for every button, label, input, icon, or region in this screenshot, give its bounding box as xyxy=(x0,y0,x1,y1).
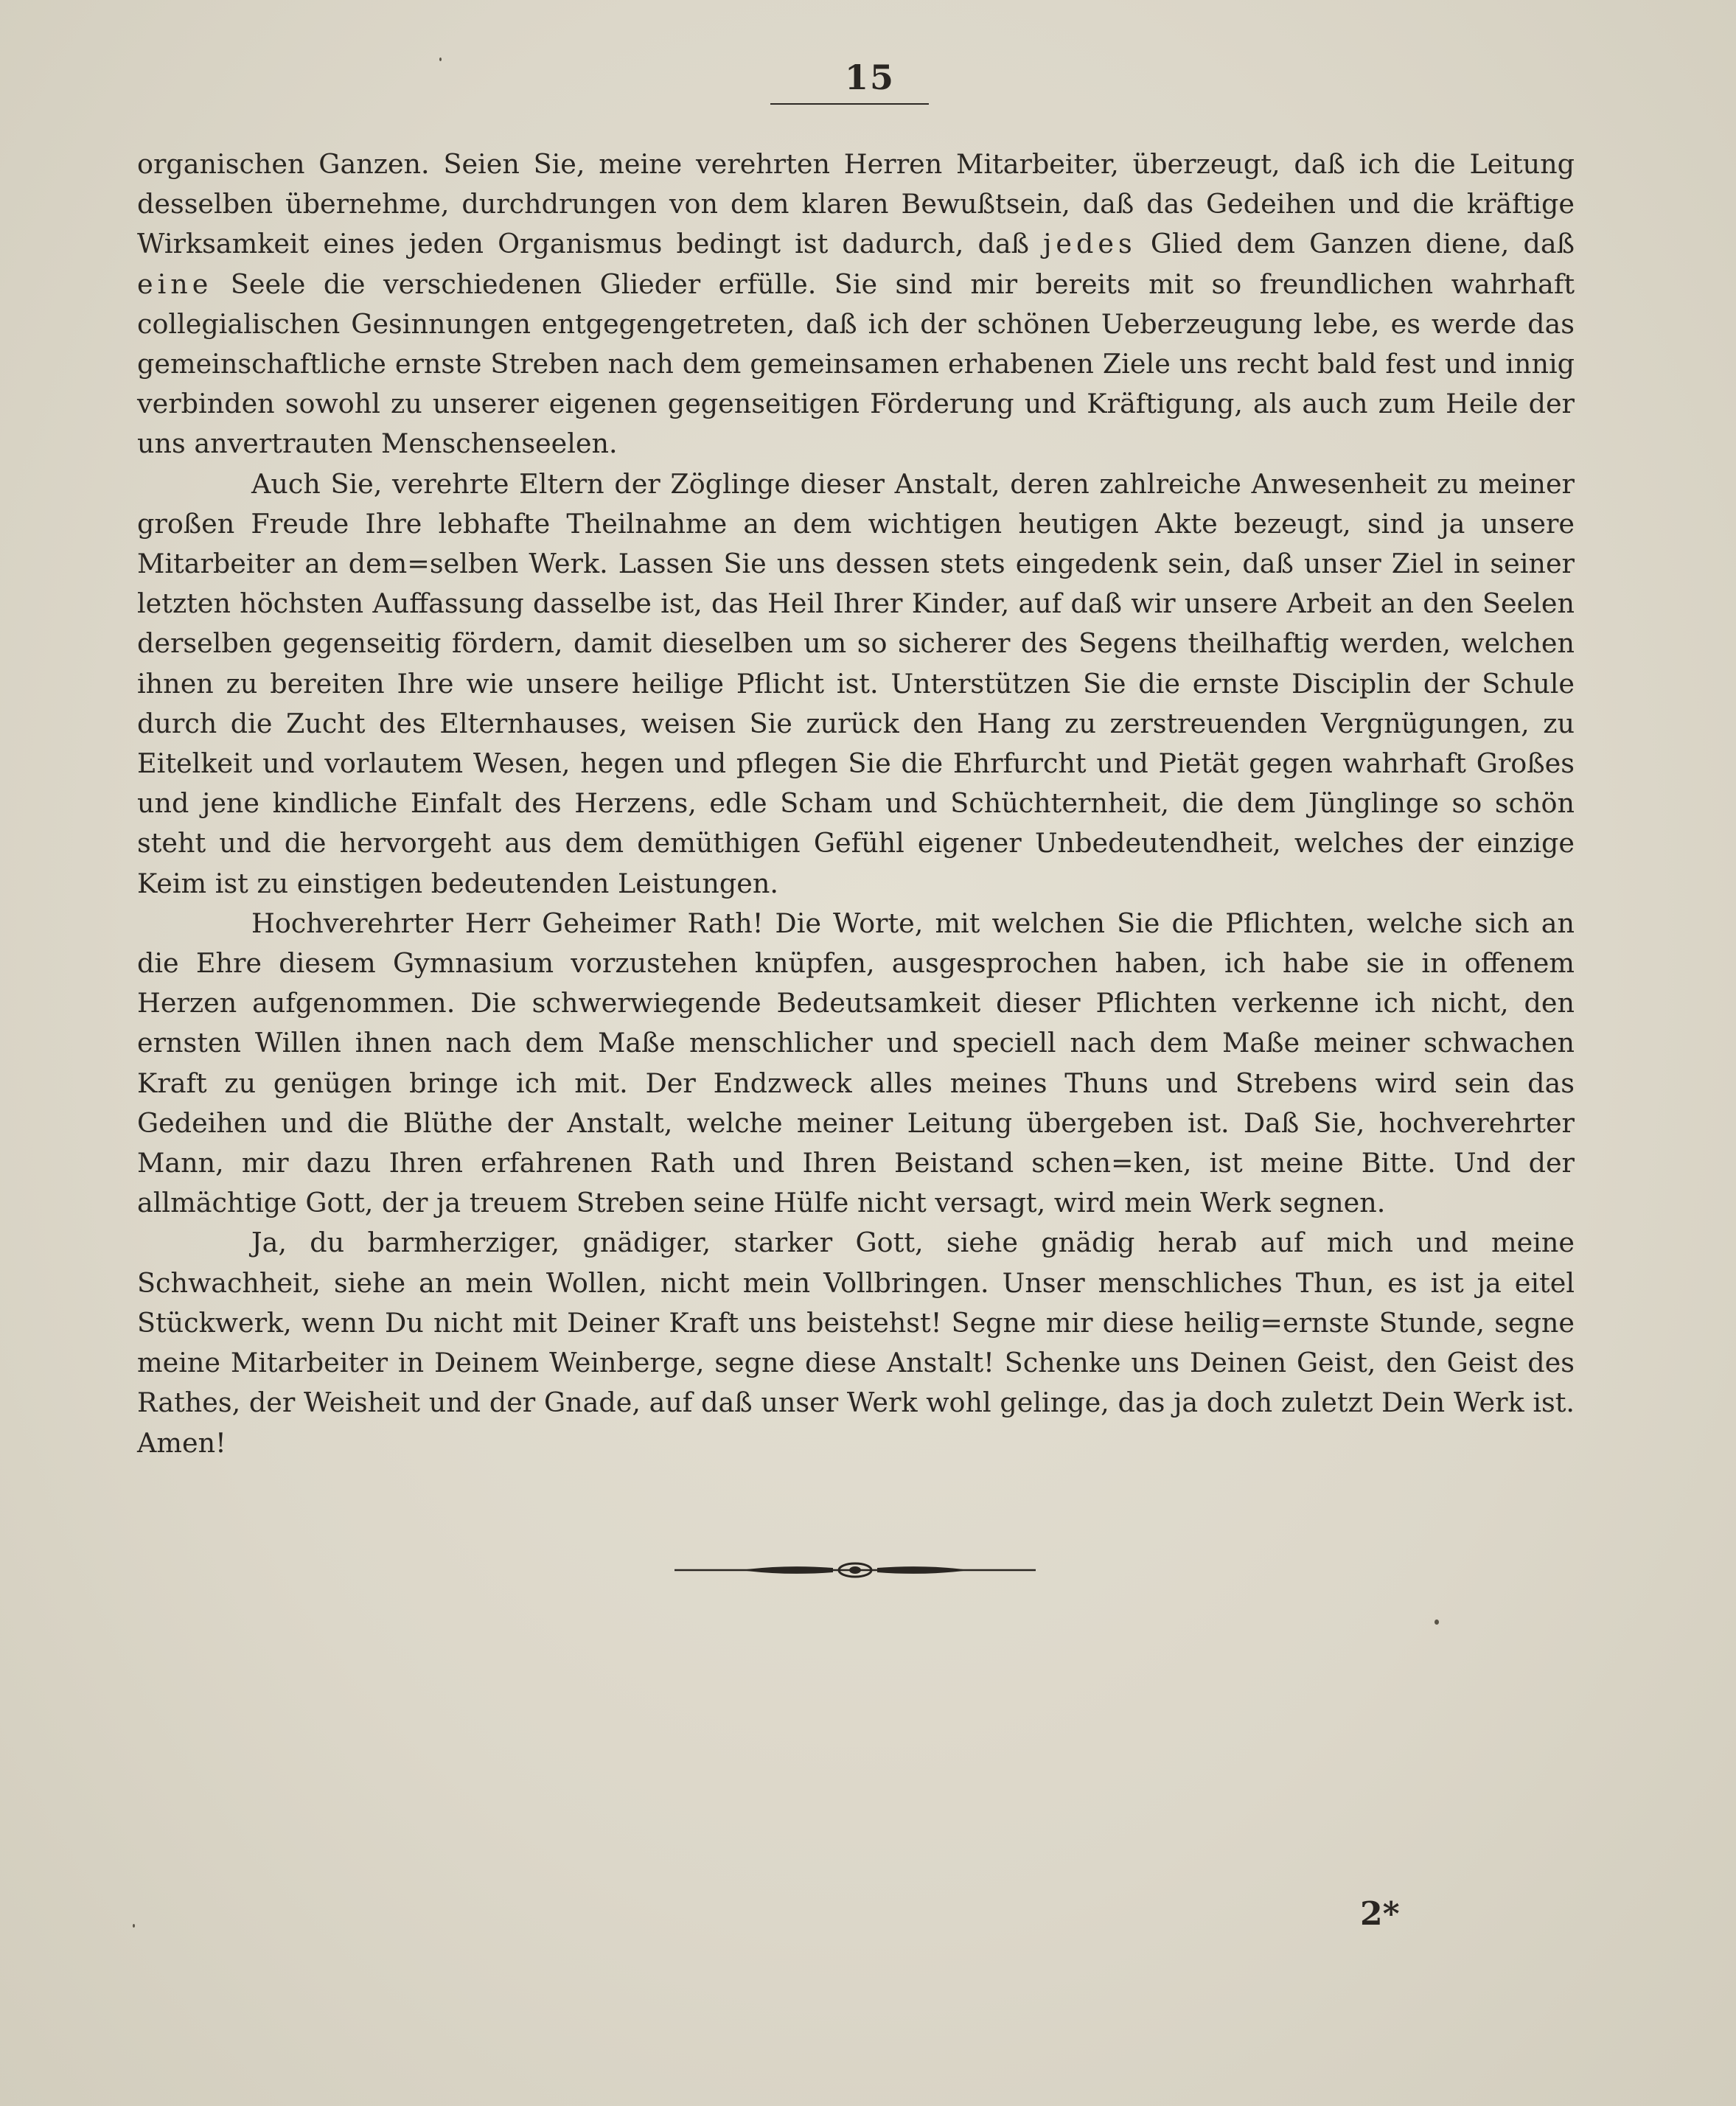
paragraph-3: Hochverehrter Herr Geheimer Rath! Die Worte, mit welchen Sie die Pflichten, welche sich an die Ehre diesem Gymnasium vorzustehen knüpfen, ausgesprochen haben, ich habe sie in offenem Herzen aufgenommen. Die schwerwiegende Bedeutsamkeit dieser Pflichten verkenne ich nicht, den ernsten Willen ihnen nach dem Maße menschlicher und speciell nach dem Maße meiner schwachen Kraft zu genügen bringe ich mit. Der Endzweck alles meines Thuns und Strebens wird sein das Gedeihen und die Blüthe der Anstalt, welche meiner Leitung übergeben ist. Daß Sie, hochverehrter Mann, mir dazu Ihren erfahrenen Rath und Ihren Beistand schen=ken, ist meine Bitte. Und der allmächtige Gott, der ja treuem Streben seine Hülfe nicht versagt, wird mein Werk segnen. xyxy=(137,907,1575,1219)
paper-speck xyxy=(1435,1619,1439,1625)
end-ornament xyxy=(674,1555,1036,1585)
signature-mark: 2* xyxy=(1360,1895,1400,1933)
emphasis-eine: eine xyxy=(137,268,213,300)
paper-speck xyxy=(133,1924,135,1928)
paragraph-1-text-b: Glied dem Ganzen diene, daß xyxy=(1136,228,1575,260)
paragraph-4: Ja, du barmherziger, gnädiger, starker Gott, siehe gnädig herab auf mich und meine Schwachheit, siehe an mein Wollen, nicht mein Vollbringen. Unser menschliches Thun, es ist ja eitel Stückwerk, wenn Du nicht mit Deiner Kraft uns beistehst! Segne mir diese heilig=ernste Stunde, segne meine Mitarbeiter in Deinem Weinberge, segne diese Anstalt! Schenke uns Deinen Geist, den Geist des Rathes, der Weisheit und der Gnade, auf daß unser Werk wohl gelinge, das ja doch zuletzt Dein Werk ist. Amen! xyxy=(137,1227,1575,1459)
paragraph-1-text-a: organischen Ganzen. Seien Sie, meine verehrten Herren Mitarbeiter, überzeugt, daß ich die Leitung desselben übernehme, durchdrungen von dem klaren Bewußtsein, daß das Gedeihen und die kräftige Wirksamkeit eines jeden Organismus bedingt ist dadurch, daß xyxy=(137,148,1575,260)
page-number: 15 xyxy=(844,57,895,97)
paragraph-1-text-c: Seele die verschiedenen Glieder erfülle. Sie sind mir bereits mit so freundlichen wahrhaft collegialischen Gesinnungen entgegengetreten, daß ich der schönen Ueberzeugung lebe, es werde das gemeinschaftliche ernste Streben nach dem gemeinsamen erhabenen Ziele uns recht bald fest und innig verbinden sowohl zu unserer eigenen gegenseitigen Förderung und Kräftigung, als auch zum Heile der uns anvertrauten Menschenseelen. xyxy=(137,268,1575,460)
emphasis-jedes: jedes xyxy=(1043,228,1137,260)
header-rule xyxy=(770,103,929,105)
paragraph-1 xyxy=(137,144,1575,464)
body-text xyxy=(137,144,1575,1463)
paragraph-2: Auch Sie, verehrte Eltern der Zöglinge dieser Anstalt, deren zahlreiche Anwesenheit zu meiner großen Freude Ihre lebhafte Theilnahme an dem wichtigen heutigen Akte bezeugt, sind ja unsere Mitarbeiter an dem=selben Werk. Lassen Sie uns dessen stets eingedenk sein, daß unser Ziel in seiner letzten höchsten Auffassung dasselbe ist, das Heil Ihrer Kinder, auf daß wir unsere Arbeit an den Seelen derselben gegenseitig fördern, damit dieselben um so sicherer des Segens theilhaftig werden, welchen ihnen zu bereiten Ihre wie unsere heilige Pflicht ist. Unterstützen Sie die ernste Disciplin der Schule durch die Zucht des Elternhauses, weisen Sie zurück den Hang zu zerstreuenden Vergnügungen, zu Eitelkeit und vorlautem Wesen, hegen und pflegen Sie die Ehrfurcht und Pietät gegen wahrhaft Großes und jene kindliche Einfalt des Herzens, edle Scham und Schüchternheit, die dem Jünglinge so schön steht und die hervorgeht aus dem demüthigen Gefühl eigener Unbedeutendheit, welches der einzige Keim ist zu einstigen bedeutenden Leistungen. xyxy=(137,467,1575,899)
paper-speck xyxy=(439,57,442,61)
